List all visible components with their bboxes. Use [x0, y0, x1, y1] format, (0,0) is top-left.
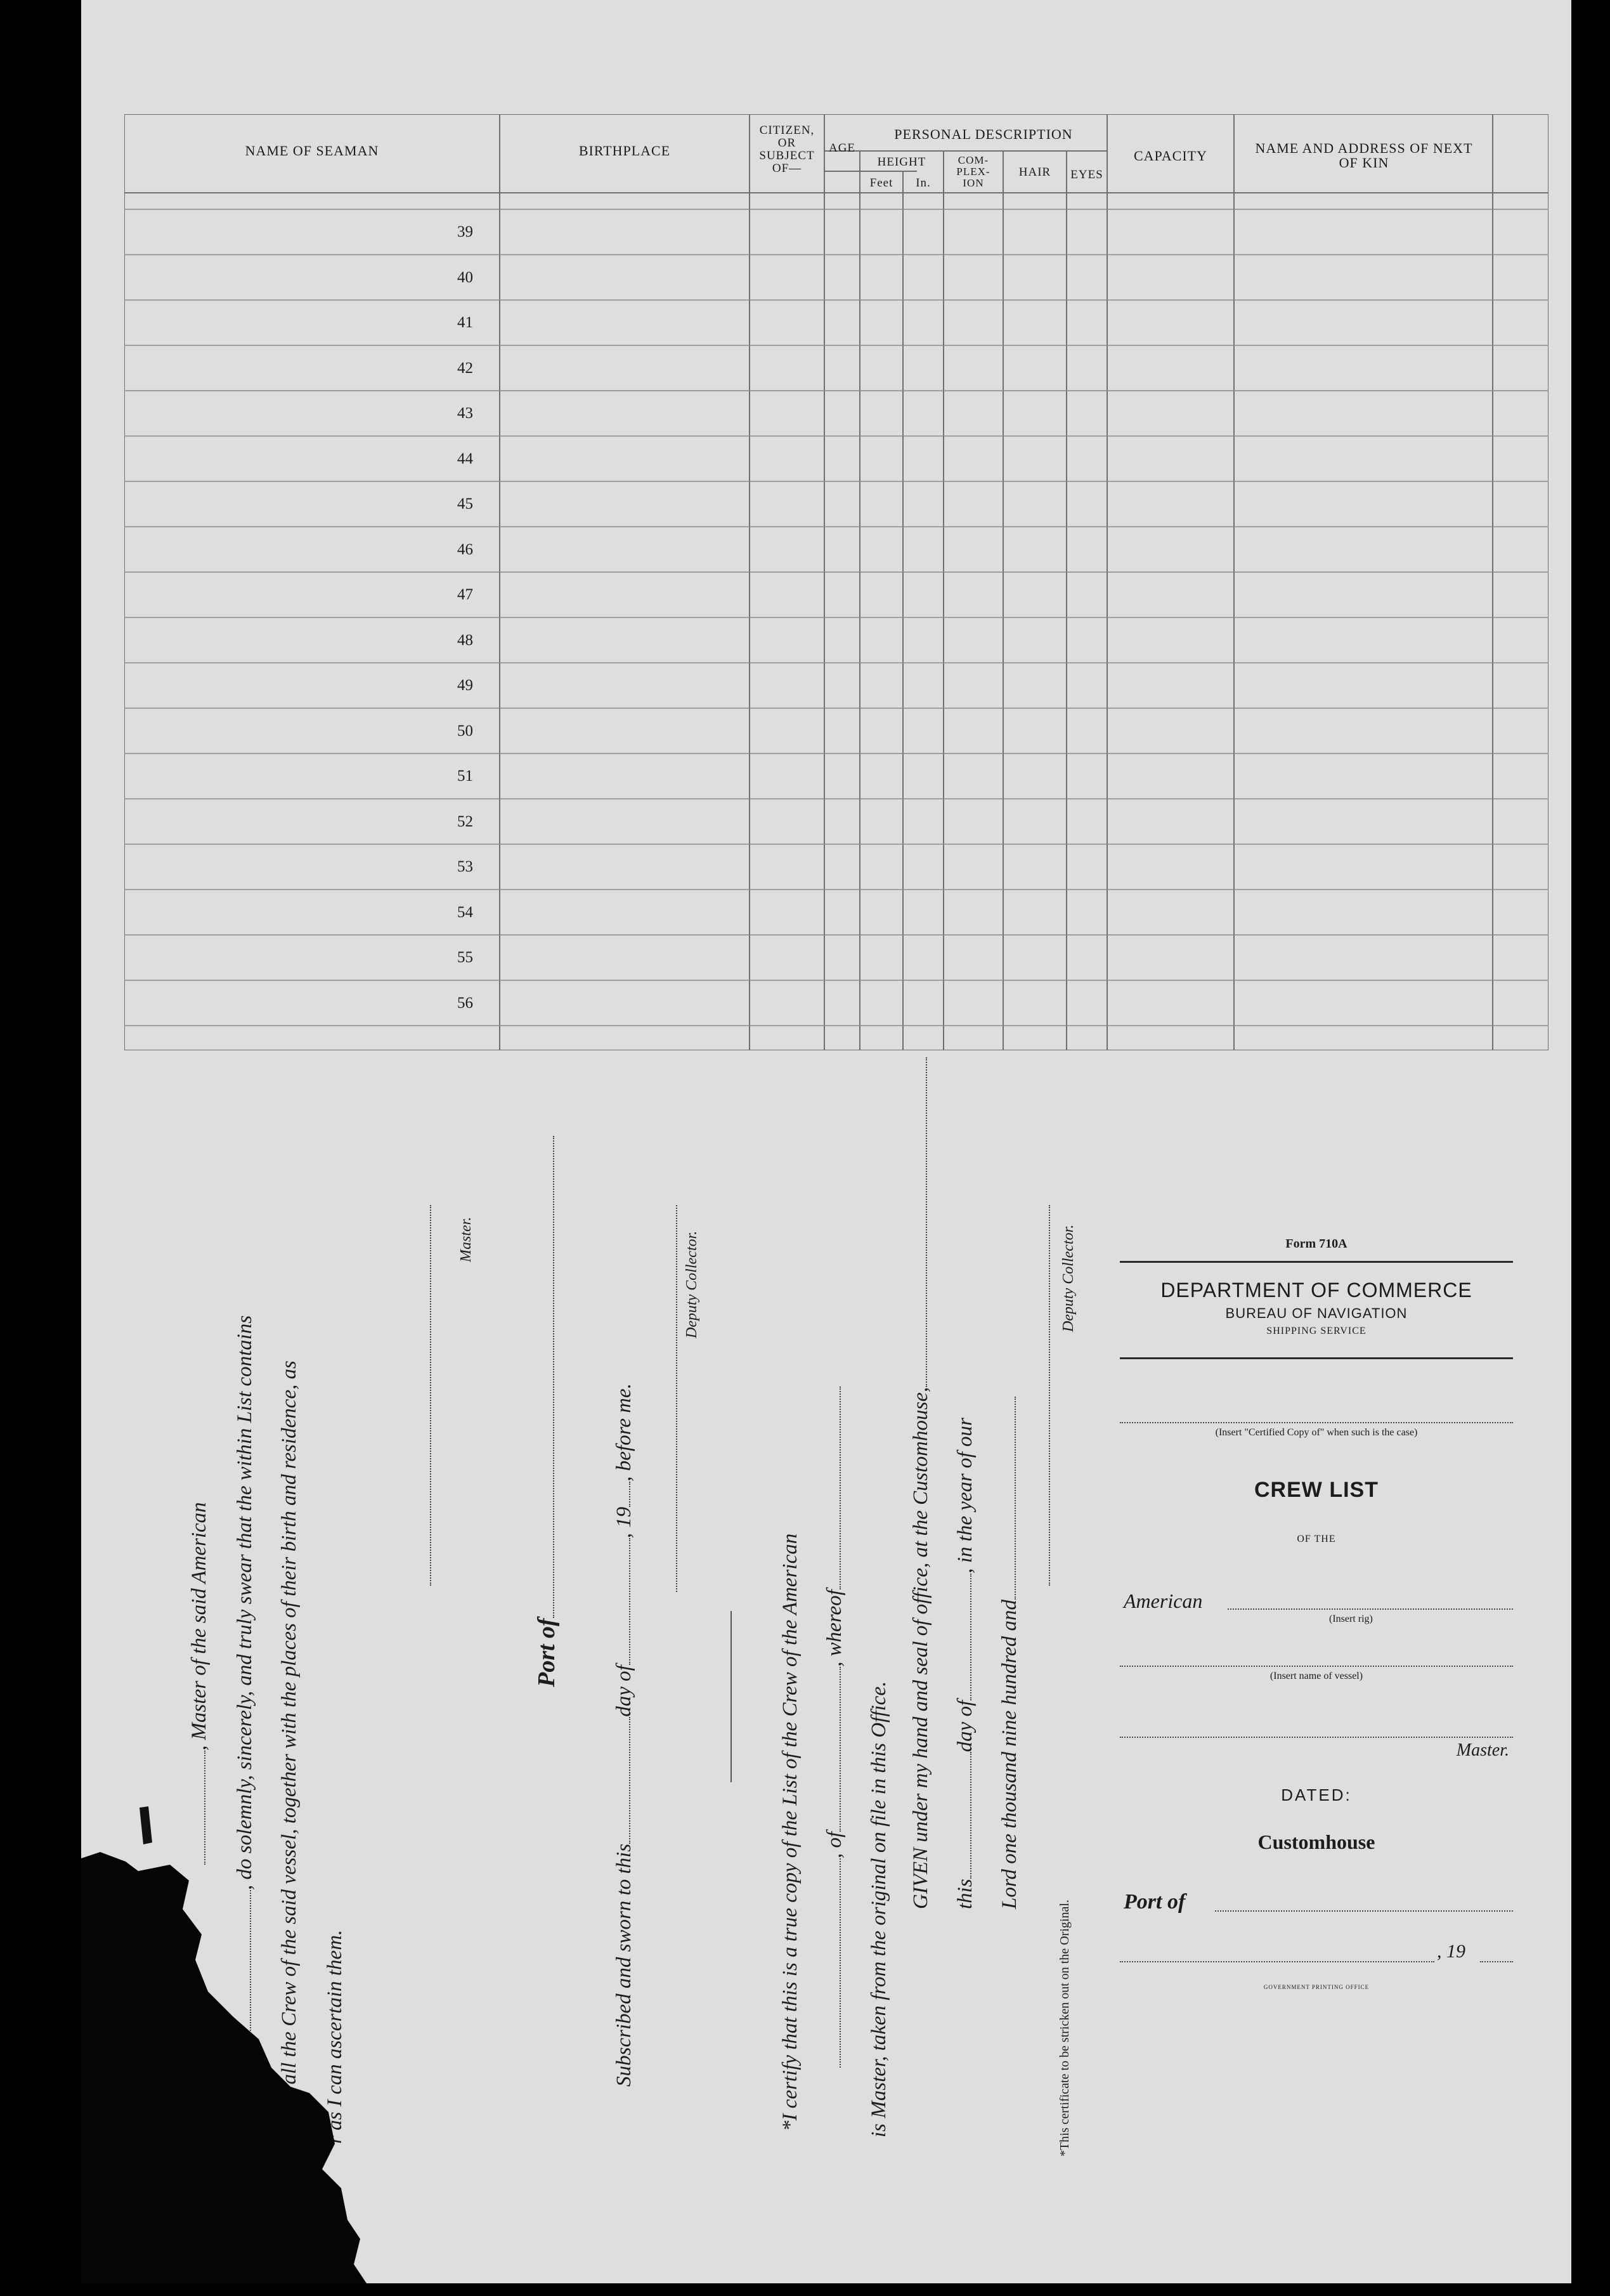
header-age: AGE [828, 141, 856, 155]
header-capacity: CAPACITY [1134, 148, 1207, 164]
certificate-line-1: *I certify that this is a true copy of the List of the Crew of the American [779, 1533, 802, 2131]
certificate-line-2: , of, whereof [823, 1386, 847, 2068]
header-complexion: COM- PLEX- ION [956, 154, 990, 189]
form-number: Form 710A [1285, 1237, 1347, 1251]
row-number: 46 [457, 540, 473, 558]
bureau-title: BUREAU OF NAVIGATION [1225, 1305, 1408, 1321]
header-inches: In. [916, 176, 931, 190]
department-title: DEPARTMENT OF COMMERCE [1160, 1279, 1472, 1301]
master-signature-label: Master. [458, 1216, 474, 1262]
header-eyes: EYES [1070, 168, 1103, 181]
crew-list-title: CREW LIST [1254, 1478, 1379, 1502]
row-number: 53 [457, 858, 473, 875]
row-number: 49 [457, 677, 473, 694]
customhouse-label: Customhouse [1257, 1830, 1375, 1853]
crew-list-page [81, 0, 1571, 2283]
insert-rig: (Insert rig) [1329, 1614, 1373, 1624]
row-number: 39 [457, 223, 473, 240]
header-height: HEIGHT [877, 155, 926, 169]
subscribed-text: Subscribed and sworn to thisday of, 19, before me. [613, 1383, 635, 2087]
service-title: SHIPPING SERVICE [1266, 1326, 1367, 1336]
row-number: 45 [457, 495, 473, 512]
american-label: American [1124, 1589, 1203, 1612]
header-hair: HAIR [1018, 166, 1051, 179]
certificate-line-5: thisday of, in the year of our [954, 1418, 977, 1909]
cover-year: , 19 [1437, 1941, 1465, 1962]
row-number: 54 [457, 903, 473, 921]
master-label: Master. [1456, 1740, 1509, 1760]
certificate-line-3: is Master, taken from the original on file in this Office. [867, 1681, 890, 2137]
certificate-deputy-collector: Deputy Collector. [1060, 1224, 1077, 1332]
row-number: 47 [457, 586, 473, 603]
row-number: 44 [457, 450, 473, 467]
torn-corner [81, 0, 1571, 2283]
oath-line-2: , do solemnly, sincerely, and truly swear that the within List contains [233, 1315, 257, 2036]
subscribed-port-of: Port of [533, 1136, 561, 1687]
oath-line-4: r as I can ascertain them. [323, 1929, 346, 2144]
row-number: 55 [457, 949, 473, 966]
subscribed-deputy-collector: Deputy Collector. [684, 1230, 700, 1338]
header-name-of-seaman: NAME OF SEAMAN [245, 143, 379, 159]
cover-port-of: Port of [1124, 1890, 1186, 1914]
row-number: 52 [457, 812, 473, 830]
header-next-of-kin: NAME AND ADDRESS OF NEXT OF KIN [1255, 140, 1473, 171]
oath-line-3: mes of all the Crew of the said vessel, together with the places of their birth and residence, as [278, 1360, 301, 2144]
row-number: 50 [457, 722, 473, 740]
row-number: 56 [457, 994, 473, 1012]
row-number: 42 [457, 359, 473, 377]
certificate-line-4: GIVEN under my hand and seal of office, at the Customhouse, [909, 1057, 933, 1909]
row-number: 48 [457, 631, 473, 649]
certificate-line-6: Lord one thousand nine hundred and [998, 1397, 1022, 1909]
header-citizen: CITIZEN, OR SUBJECT OF— [759, 124, 815, 175]
dated-label: DATED: [1281, 1785, 1352, 1804]
of-the: OF THE [1297, 1534, 1336, 1544]
header-birthplace: BIRTHPLACE [578, 143, 671, 159]
row-number: 43 [457, 405, 473, 422]
certificate-footnote: *This certificate to be stricken out on the Original. [1058, 1900, 1072, 2156]
printer-imprint: GOVERNMENT PRINTING OFFICE [1263, 1984, 1370, 1990]
header-personal-description: PERSONAL DESCRIPTION [894, 126, 1073, 142]
row-number: 40 [457, 268, 473, 286]
oath-line-1: , Master of the said American [188, 1502, 211, 1865]
row-number: 51 [457, 767, 473, 785]
row-number: 41 [457, 314, 473, 331]
header-feet: Feet [869, 176, 893, 190]
insert-vessel-name: (Insert name of vessel) [1269, 1671, 1363, 1681]
insert-certified-copy: (Insert "Certified Copy of" when such is the case) [1215, 1427, 1418, 1438]
